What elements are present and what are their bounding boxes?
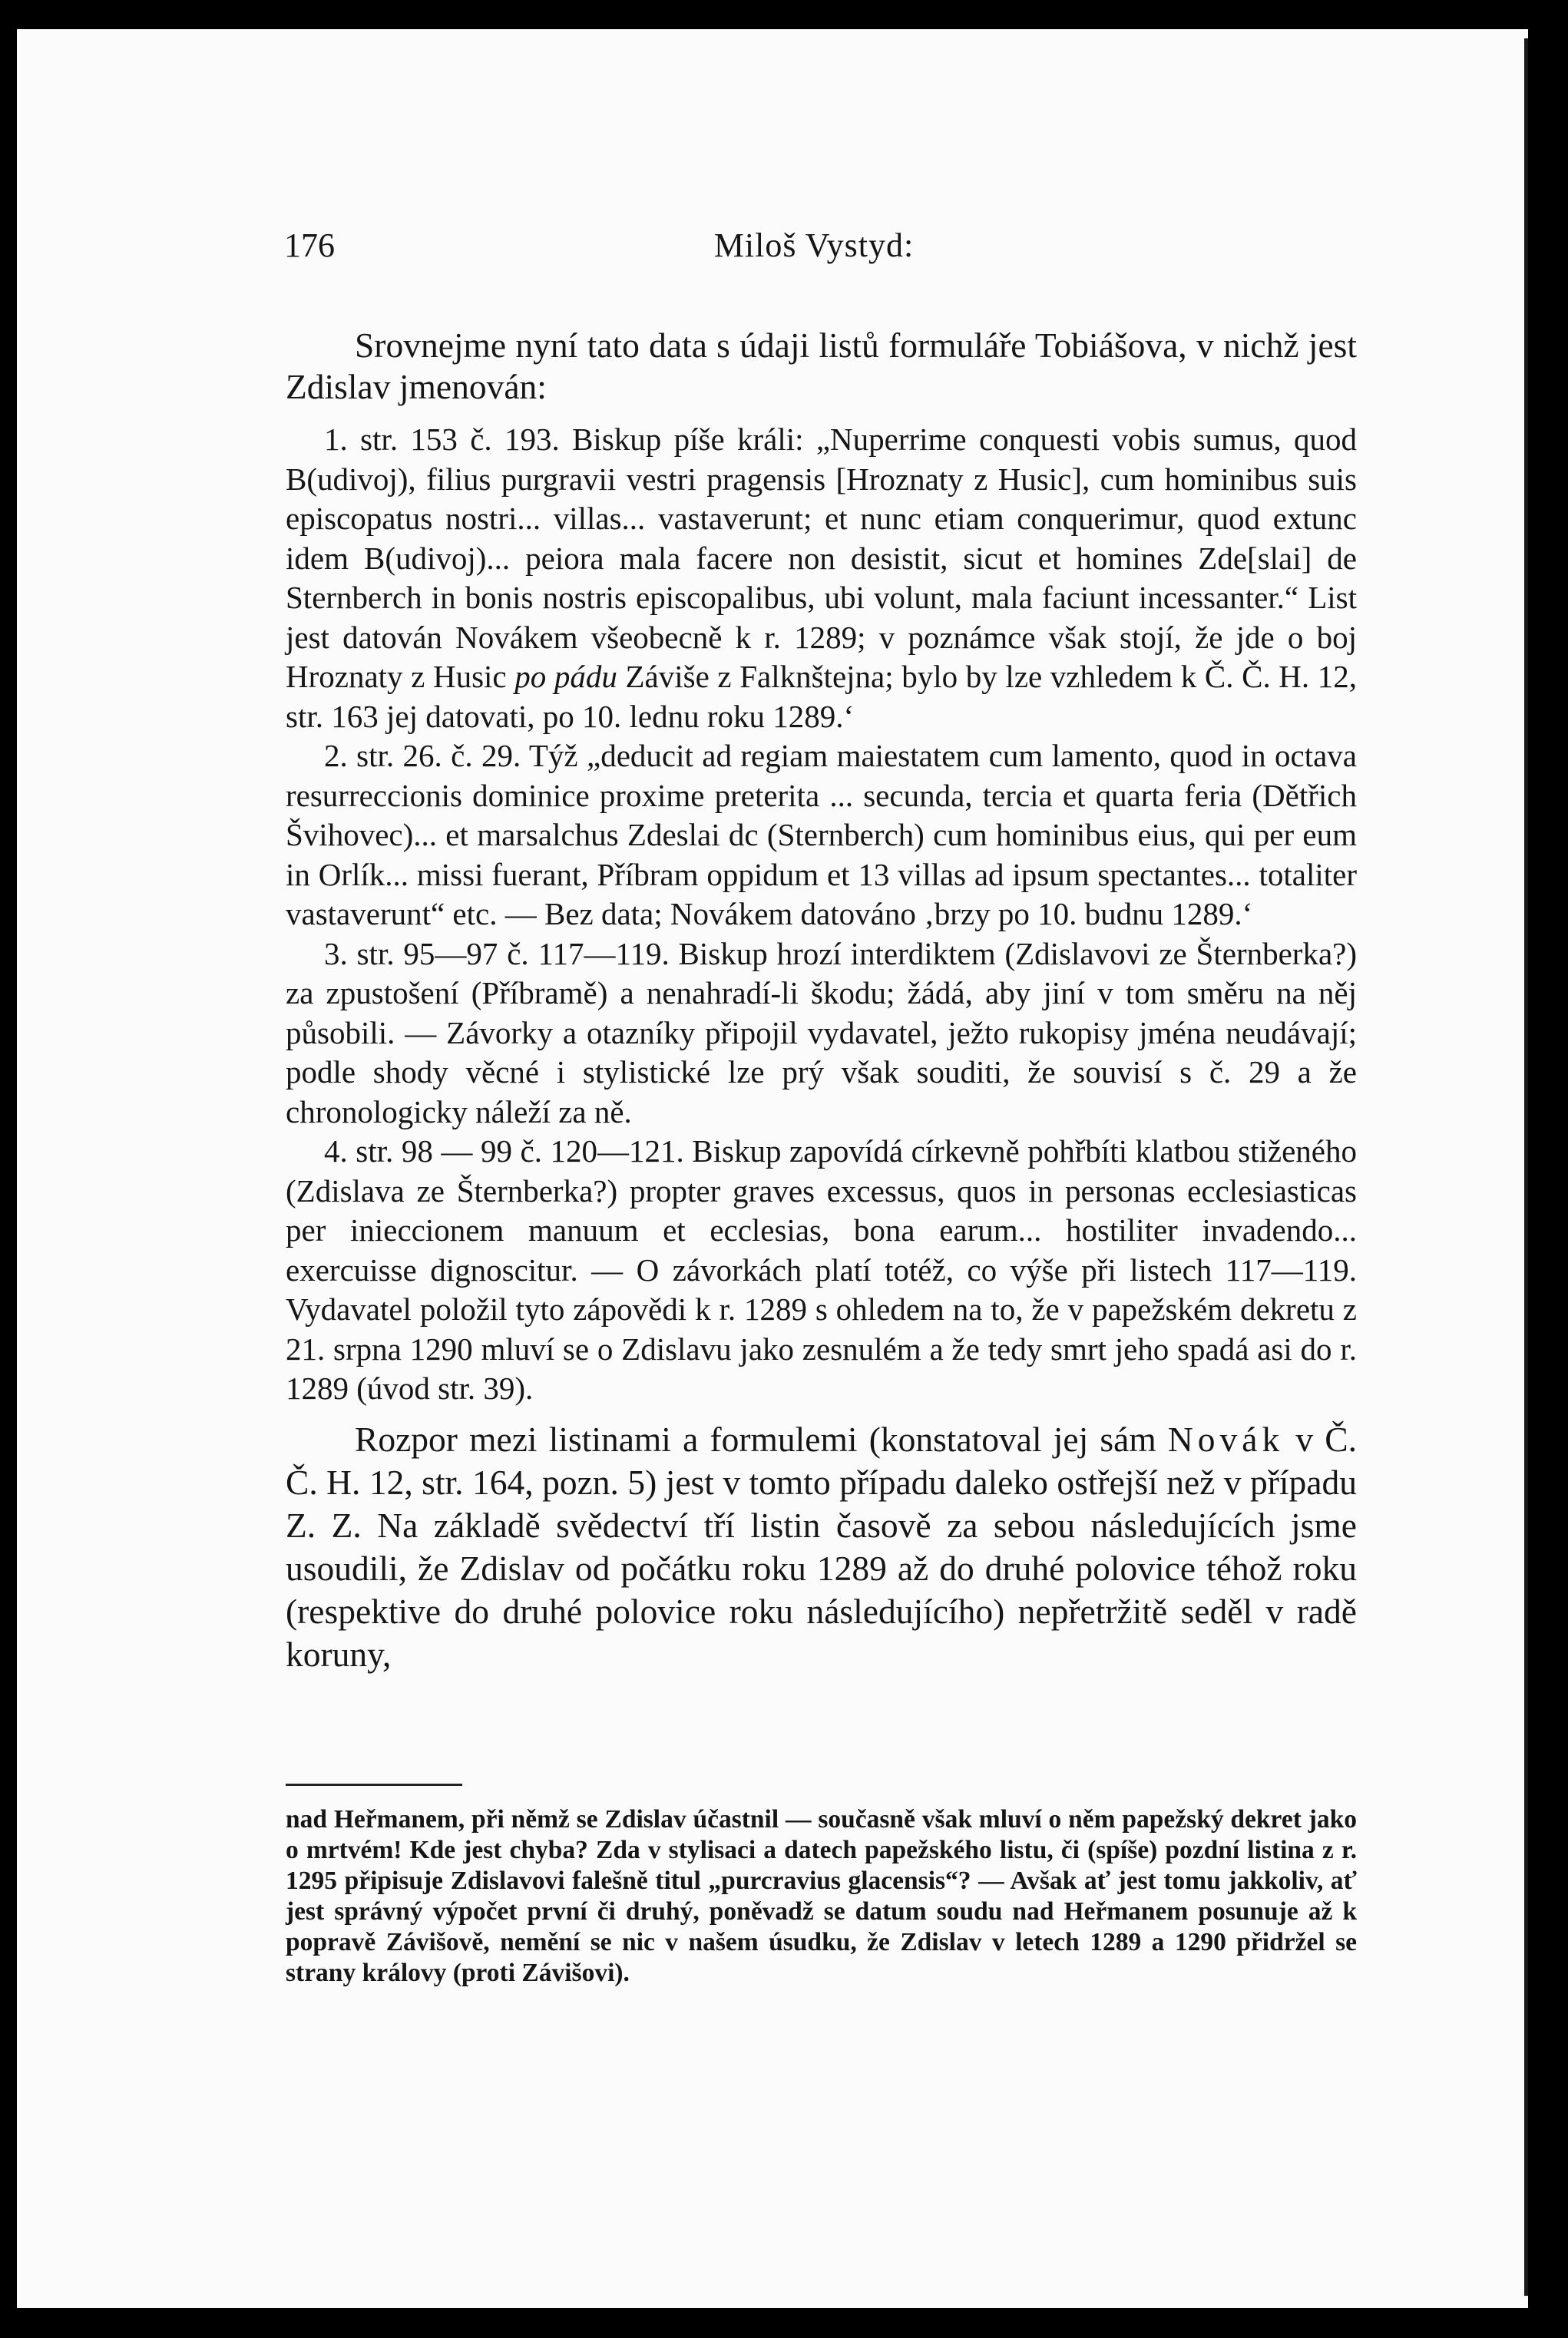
conclusion-text-b: v Č. Č. H. 12, str. 164, pozn. 5) jest v tomto případu daleko ostřejší než v případu Z. Z. Na základě svědectví tří listin časově za sebou následujících jsme usoudili, že Zdislav od počátku roku 1289 až do druhé polovice téhož roku (respektive do druhé polovice roku následujícího) nepřetržitě seděl v radě koruny, bbox=[286, 1419, 1358, 1674]
footnote-rule bbox=[286, 1784, 462, 1786]
page-number: 176 bbox=[284, 227, 335, 264]
entry-1 bbox=[286, 420, 1357, 736]
page-edge bbox=[1524, 38, 1528, 2296]
entry-3: 3. str. 95—97 č. 117—119. Biskup hrozí interdiktem (Zdislavovi ze Šternberka?) za zpustošení (Příbramě) a nenahradí-li škodu; žádá, aby jiní v tom směru na něj působili. — Závorky a otazníky připojil vydavatel, ježto rukopisy jména neudávají; podle shody věcné i stylistické lze prý však souditi, že souvisí s č. 29 a že chronologicky náleží za ně. bbox=[286, 935, 1357, 1129]
footnote bbox=[286, 1804, 1357, 1989]
author-name-spaced: Novák bbox=[1167, 1419, 1285, 1459]
book-page bbox=[17, 29, 1528, 2308]
page-header bbox=[269, 223, 1359, 269]
entry-1-text-a: 1. str. 153 č. 193. Biskup píše králi: „Nuperrime conquesti vobis sumus, quod B(udivoj), filius purgravii vestri pragensis [Hroznaty z Husic], cum hominibus suis episcopatus nostri... villas... vastaverunt; et nunc etiam conquerimur, quod extunc idem B(udivoj)... peiora mala facere non desistit, sicut et homines Zde[slai] de Sternberch in bonis nostris episcopalibus, ubi volunt, mala faciunt incessanter.“ List jest datován Novákem všeobecně k r. 1289; v poznámce však stojí, že jde o boj Hroznaty z Husic bbox=[286, 422, 1357, 694]
intro-paragraph: Srovnejme nyní tato data s údaji listů formuláře Tobiášova, v nichž jest Zdislav jmenován: bbox=[286, 326, 1357, 406]
running-head: Miloš Vystyd: bbox=[713, 227, 915, 264]
conclusion-paragraph bbox=[286, 1418, 1357, 1676]
entry-1-text-b: Záviše z Falknštejna; bylo by lze vzhledem k Č. Č. H. 12, str. 163 jej datovati, po 10. lednu roku 1289.‘ bbox=[286, 659, 1358, 734]
footnote-text: nad Heřmanem, při němž se Zdislav účastnil — současně však mluví o něm papežský dekret jako o mrtvém! Kde jest chyba? Zda v stylisaci a datech papežského listu, či (spíše) pozdní listina z r. 1295 připisuje Zdislavovi falešně titul „purcravius glacensis“? — Avšak ať jest tomu jakkoliv, ať jest správný výpočet první či druhý, poněvadž se datum soudu nad Heřmanem posunuje až k popravě Závišově, nemění se nic v našem úsudku, že Zdislav v letech 1289 a 1290 přidržel se strany královy (proti Závišovi). bbox=[286, 1805, 1357, 1987]
entry-1-italic: po pádu bbox=[514, 659, 617, 694]
entry-2: 2. str. 26. č. 29. Týž „deducit ad regiam maiestatem cum lamento, quod in octava resurreccionis dominice proxime preterita ... secunda, tercia et quarta feria (Dětřich Švihovec)... et marsalchus Zdeslai dc (Sternberch) cum hominibus eius, qui per eum in Orlík... missi fuerant, Příbram oppidum et 13 villas ad ipsum spectantes... totaliter vastaverunt“ etc. — Bez data; Novákem datováno ‚brzy po 10. budnu 1289.‘ bbox=[286, 738, 1357, 931]
body-text bbox=[286, 325, 1357, 1676]
entry-4: 4. str. 98 — 99 č. 120—121. Biskup zapovídá církevně pohřbíti klatbou stiženého (Zdislava ze Šternberka?) propter graves excessus, quos in personas ecclesiasticas per inieccionem manuum et ecclesias, bona earum... hostiliter invadendo... exercuisse dignoscitur. — O závorkách platí totéž, co výše při listech 117—119. Vydavatel položil tyto zápovědi k r. 1289 s ohledem na to, že v papežském dekretu z 21. srpna 1290 mluví se o Zdislavu jako zesnulém a že tedy smrt jeho spadá asi do r. 1289 (úvod str. 39). bbox=[286, 1133, 1357, 1406]
conclusion-text-a: Rozpor mezi listinami a formulemi (konstatoval jej sám bbox=[355, 1419, 1156, 1459]
